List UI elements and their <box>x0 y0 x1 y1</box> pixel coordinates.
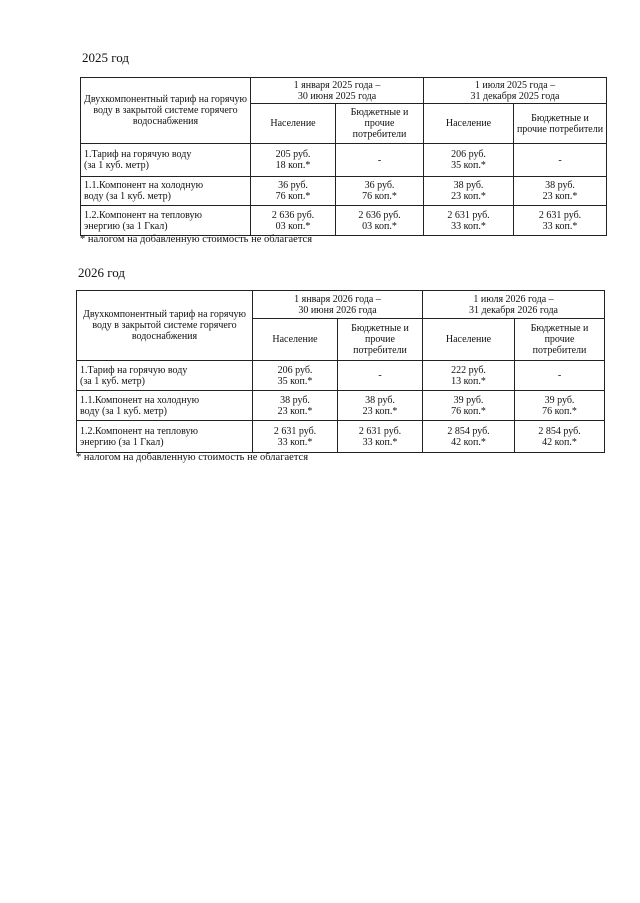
value-cell: 222 руб. 13 коп.* <box>423 361 515 391</box>
value-cell: 38 руб. 23 коп.* <box>514 177 607 206</box>
column-header: Население <box>251 104 336 144</box>
value-cell: 2 636 руб. 03 коп.* <box>336 206 424 236</box>
value-cell: 2 631 руб. 33 коп.* <box>338 421 423 453</box>
value-cell: 36 руб. 76 коп.* <box>336 177 424 206</box>
year-heading: 2025 год <box>82 50 129 65</box>
period-header: 1 января 2025 года – 30 июня 2025 года <box>251 78 424 104</box>
value-cell: 39 руб. 76 коп.* <box>515 391 605 421</box>
row-label: 1.2.Компонент на тепловую энергию (за 1 Гкал) <box>81 206 251 236</box>
row-label: 1.1.Компонент на холодную воду (за 1 куб. метр) <box>81 177 251 206</box>
row-label: 1.Тариф на горячую воду (за 1 куб. метр) <box>81 144 251 177</box>
footnote: * налогом на добавленную стоимость не облагается <box>80 234 313 245</box>
footnote: * налогом на добавленную стоимость не облагается <box>76 452 309 463</box>
value-cell: 38 руб. 23 коп.* <box>424 177 514 206</box>
value-cell: 2 636 руб. 03 коп.* <box>251 206 336 236</box>
value-cell: - <box>515 361 605 391</box>
row-label: 1.1.Компонент на холодную воду (за 1 куб. метр) <box>77 391 253 421</box>
period-header: 1 июля 2026 года – 31 декабря 2026 года <box>423 291 605 319</box>
value-cell: - <box>338 361 423 391</box>
column-header: Население <box>253 319 338 361</box>
corner-cell: Двухкомпонентный тариф на горячую воду в закрытой системе горячего водоснабжения <box>77 291 253 361</box>
value-cell: 205 руб. 18 коп.* <box>251 144 336 177</box>
value-cell: 38 руб. 23 коп.* <box>253 391 338 421</box>
value-cell: 2 854 руб. 42 коп.* <box>423 421 515 453</box>
row-label: 1.Тариф на горячую воду (за 1 куб. метр) <box>77 361 253 391</box>
row-label: 1.2.Компонент на тепловую энергию (за 1 Гкал) <box>77 421 253 453</box>
table-row <box>81 144 607 177</box>
year-heading: 2026 год <box>78 265 125 280</box>
value-cell: 2 631 руб. 33 коп.* <box>424 206 514 236</box>
tariff-table <box>76 290 605 453</box>
table-row <box>77 361 605 391</box>
column-header: Бюджетные и прочие потребители <box>336 104 424 144</box>
column-header: Бюджетные и прочие потребители <box>338 319 423 361</box>
value-cell: 39 руб. 76 коп.* <box>423 391 515 421</box>
period-header: 1 июля 2025 года – 31 декабря 2025 года <box>424 78 607 104</box>
column-header: Население <box>423 319 515 361</box>
column-header: Бюджетные и прочие потребители <box>514 104 607 144</box>
table-row <box>81 206 607 236</box>
value-cell: 206 руб. 35 коп.* <box>424 144 514 177</box>
value-cell: 38 руб. 23 коп.* <box>338 391 423 421</box>
value-cell: 36 руб. 76 коп.* <box>251 177 336 206</box>
corner-cell: Двухкомпонентный тариф на горячую воду в закрытой системе горячего водоснабжения <box>81 78 251 144</box>
value-cell: 2 631 руб. 33 коп.* <box>514 206 607 236</box>
period-header: 1 января 2026 года – 30 июня 2026 года <box>253 291 423 319</box>
value-cell: 206 руб. 35 коп.* <box>253 361 338 391</box>
column-header: Население <box>424 104 514 144</box>
column-header: Бюджетные и прочие потребители <box>515 319 605 361</box>
table-row <box>77 391 605 421</box>
value-cell: - <box>514 144 607 177</box>
value-cell: 2 631 руб. 33 коп.* <box>253 421 338 453</box>
value-cell: - <box>336 144 424 177</box>
value-cell: 2 854 руб. 42 коп.* <box>515 421 605 453</box>
table-row <box>77 421 605 453</box>
tariff-table <box>80 77 607 236</box>
table-row <box>81 177 607 206</box>
